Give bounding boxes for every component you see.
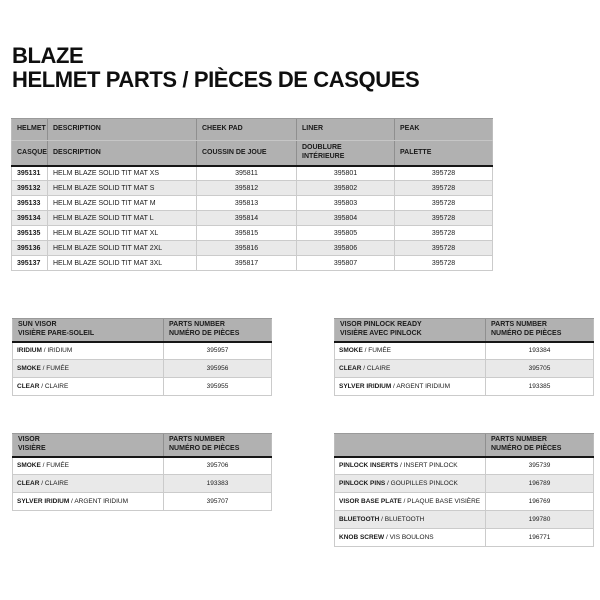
table-row <box>335 360 594 378</box>
table-row <box>13 378 272 396</box>
helmet-parts-table <box>11 118 493 271</box>
col-header-description-fr: DESCRIPTION <box>48 141 197 166</box>
helmet-description: HELM BLAZE SOLID TIT MAT L <box>48 211 197 226</box>
page-title: HELMET PARTS / PIÈCES DE CASQUES <box>12 67 420 92</box>
part-number: 395957 <box>164 342 272 360</box>
helmet-ref: 395135 <box>12 226 48 241</box>
table-header <box>335 319 594 342</box>
table-header-fr <box>12 141 493 166</box>
table-row <box>13 342 272 360</box>
helmet-description: HELM BLAZE SOLID TIT MAT 2XL <box>48 241 197 256</box>
table-row <box>335 475 594 493</box>
cheek-pad-part: 395817 <box>197 256 297 271</box>
table-row <box>12 226 493 241</box>
helmet-description: HELM BLAZE SOLID TIT MAT XL <box>48 226 197 241</box>
part-name: SYLVER IRIDIUM / ARGENT IRIDIUM <box>335 378 486 396</box>
table-row <box>335 457 594 475</box>
part-number: 395955 <box>164 378 272 396</box>
part-number: 395739 <box>486 457 594 475</box>
table-row <box>335 378 594 396</box>
part-name: PINLOCK INSERTS / INSERT PINLOCK <box>335 457 486 475</box>
helmet-ref: 395137 <box>12 256 48 271</box>
peak-part: 395728 <box>395 211 493 226</box>
accessories-header-empty <box>335 434 486 457</box>
part-name: KNOB SCREW / VIS BOULONS <box>335 529 486 547</box>
part-name: CLEAR / CLAIRE <box>13 378 164 396</box>
liner-part: 395805 <box>297 226 395 241</box>
part-name: IRIDIUM / IRIDIUM <box>13 342 164 360</box>
col-header-liner: LINER <box>297 119 395 141</box>
col-header-helmet: HELMET <box>12 119 48 141</box>
part-number: 196769 <box>486 493 594 511</box>
part-number: 395706 <box>164 457 272 475</box>
part-name: SMOKE / FUMÉE <box>13 360 164 378</box>
liner-part: 395806 <box>297 241 395 256</box>
table-row <box>13 475 272 493</box>
parts-number-header: PARTS NUMBER NUMÉRO DE PIÈCES <box>486 319 594 342</box>
table-row <box>12 181 493 196</box>
parts-number-header: PARTS NUMBER NUMÉRO DE PIÈCES <box>486 434 594 457</box>
cheek-pad-part: 395816 <box>197 241 297 256</box>
table-row <box>335 529 594 547</box>
helmet-description: HELM BLAZE SOLID TIT MAT S <box>48 181 197 196</box>
liner-part: 395803 <box>297 196 395 211</box>
parts-number-header: PARTS NUMBER NUMÉRO DE PIÈCES <box>164 434 272 457</box>
cheek-pad-part: 395812 <box>197 181 297 196</box>
part-number: 199780 <box>486 511 594 529</box>
parts-number-header: PARTS NUMBER NUMÉRO DE PIÈCES <box>164 319 272 342</box>
helmet-ref: 395133 <box>12 196 48 211</box>
table-header <box>13 434 272 457</box>
part-number: 395956 <box>164 360 272 378</box>
visor-pinlock-header: VISOR PINLOCK READY VISIÈRE AVEC PINLOCK <box>335 319 486 342</box>
peak-part: 395728 <box>395 166 493 181</box>
table-row <box>335 342 594 360</box>
visor-pinlock-ready-table <box>334 318 594 396</box>
col-header-coussin: COUSSIN DE JOUE <box>197 141 297 166</box>
part-number: 395705 <box>486 360 594 378</box>
part-name: CLEAR / CLAIRE <box>13 475 164 493</box>
part-name: CLEAR / CLAIRE <box>335 360 486 378</box>
table-row <box>335 493 594 511</box>
helmet-ref: 395134 <box>12 211 48 226</box>
part-name: SYLVER IRIDIUM / ARGENT IRIDIUM <box>13 493 164 511</box>
part-name: SMOKE / FUMÉE <box>13 457 164 475</box>
col-header-description: DESCRIPTION <box>48 119 197 141</box>
cheek-pad-part: 395813 <box>197 196 297 211</box>
part-number: 193384 <box>486 342 594 360</box>
title-block <box>12 44 419 92</box>
part-name: BLUETOOTH / BLUETOOTH <box>335 511 486 529</box>
part-name: VISOR BASE PLATE / PLAQUE BASE VISIÈRE <box>335 493 486 511</box>
visor-header: VISOR VISIÈRE <box>13 434 164 457</box>
table-header <box>13 319 272 342</box>
helmet-description: HELM BLAZE SOLID TIT MAT XS <box>48 166 197 181</box>
cheek-pad-part: 395814 <box>197 211 297 226</box>
table-row <box>12 166 493 181</box>
col-header-peak: PEAK <box>395 119 493 141</box>
brand-title: BLAZE <box>12 43 84 68</box>
helmet-description: HELM BLAZE SOLID TIT MAT 3XL <box>48 256 197 271</box>
part-number: 193383 <box>164 475 272 493</box>
part-name: SMOKE / FUMÉE <box>335 342 486 360</box>
col-header-palette: PALETTE <box>395 141 493 166</box>
cheek-pad-part: 395811 <box>197 166 297 181</box>
peak-part: 395728 <box>395 256 493 271</box>
table-row <box>12 241 493 256</box>
peak-part: 395728 <box>395 196 493 211</box>
sun-visor-header: SUN VISOR VISIÈRE PARE-SOLEIL <box>13 319 164 342</box>
col-header-cheek-pad: CHEEK PAD <box>197 119 297 141</box>
part-number: 196771 <box>486 529 594 547</box>
table-header-en <box>12 119 493 141</box>
table-row <box>335 511 594 529</box>
part-name: PINLOCK PINS / GOUPILLES PINLOCK <box>335 475 486 493</box>
liner-part: 395804 <box>297 211 395 226</box>
table-row <box>13 360 272 378</box>
helmet-description: HELM BLAZE SOLID TIT MAT M <box>48 196 197 211</box>
liner-part: 395807 <box>297 256 395 271</box>
liner-part: 395801 <box>297 166 395 181</box>
table-row <box>12 211 493 226</box>
peak-part: 395728 <box>395 226 493 241</box>
sun-visor-table <box>12 318 272 396</box>
helmet-ref: 395132 <box>12 181 48 196</box>
table-row <box>12 256 493 271</box>
liner-part: 395802 <box>297 181 395 196</box>
table-row <box>12 196 493 211</box>
helmet-ref: 395131 <box>12 166 48 181</box>
accessories-table <box>334 433 594 547</box>
col-header-doublure: DOUBLURE INTÉRIEURE <box>297 141 395 166</box>
table-header <box>335 434 594 457</box>
visor-table <box>12 433 272 511</box>
cheek-pad-part: 395815 <box>197 226 297 241</box>
part-number: 395707 <box>164 493 272 511</box>
peak-part: 395728 <box>395 181 493 196</box>
col-header-casque: CASQUE <box>12 141 48 166</box>
part-number: 196789 <box>486 475 594 493</box>
table-row <box>13 457 272 475</box>
helmet-ref: 395136 <box>12 241 48 256</box>
table-row <box>13 493 272 511</box>
part-number: 193385 <box>486 378 594 396</box>
peak-part: 395728 <box>395 241 493 256</box>
